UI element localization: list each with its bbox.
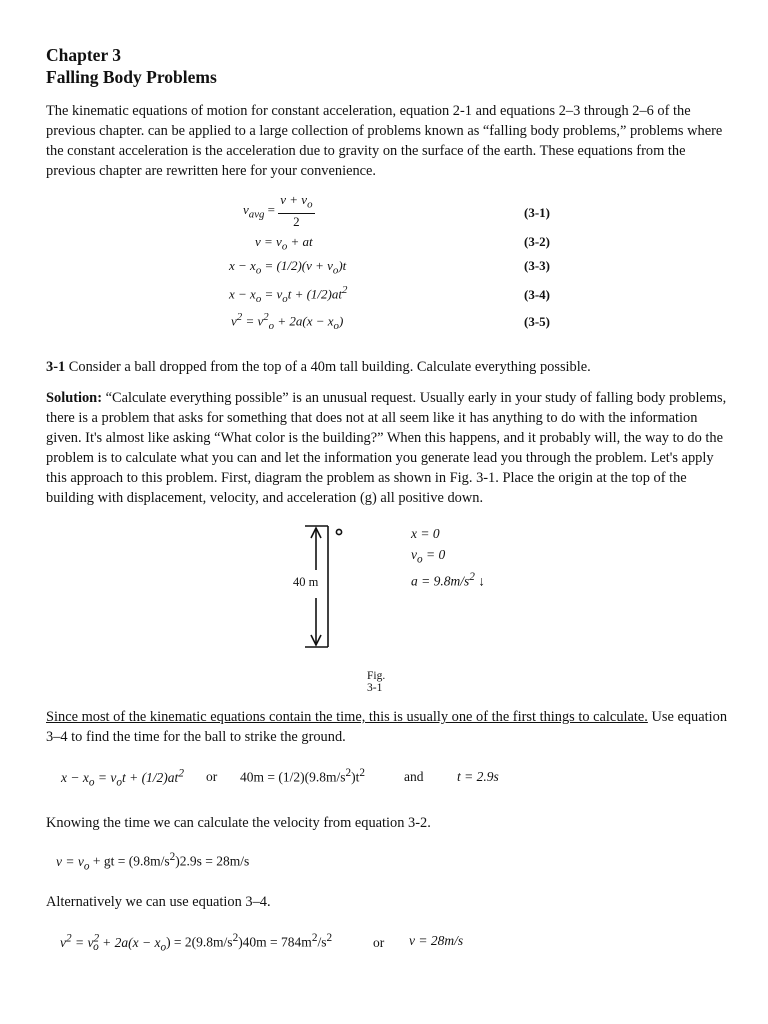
eq1-lhs: v xyxy=(243,201,249,217)
equation-number-3-2: (3-2) xyxy=(524,234,550,249)
problem-text: Consider a ball dropped from the top of a 40m tall building. Calculate everything possible. xyxy=(65,359,591,375)
equation-number-3-5: (3-5) xyxy=(524,314,550,329)
calc1-or: or xyxy=(206,769,218,784)
time-result: t = 2.9s xyxy=(457,769,499,784)
equation-number-3-3: (3-3) xyxy=(524,258,550,273)
eq1-denominator: 2 xyxy=(293,213,300,229)
time-paragraph-rest: Use equation 3–4 to find the time for the ball to strike the ground. xyxy=(46,709,728,745)
velocity-paragraph: Knowing the time we can calculate the velocity from equation 3-2. xyxy=(46,815,431,831)
alternative-paragraph: Alternatively we can use equation 3–4. xyxy=(46,894,271,910)
intro-paragraph: The kinematic equations of motion for constant acceleration, equation 2-1 and equations 2–3 through 2–6 of the previous chapter. can be applied to a large collection of problems known as “falling body problems,” problems where the constant acceleration is the acceleration due to gravity on the surface of the earth. These equations from the previous chapter are rewritten here for your convenience. xyxy=(46,103,723,179)
initial-velocity: $v_o = 0$ xyxy=(411,547,446,566)
solution-label: Solution: xyxy=(46,390,102,406)
solution-text: “Calculate everything possible” is an unusual request. Usually early in your study of falling body problems, there is a problem that asks for something that does not at all seem like it has anything to do with the information given. It's almost like asking “What color is the building?” When this happens, and it probably will, the way to do the problem is to calculate what you can and let the information you generate lead you through the problem. Let's apply this approach to this problem. First, diagram the problem as shown in Fig. 3-1. Place the origin at the top of the building with displacement, velocity, and acceleration (g) all positive down. xyxy=(46,390,727,506)
problem-label: 3-1 xyxy=(46,359,66,375)
underlined-sentence: Since most of the kinematic equations contain the time, this is usually one of the first things to calculate. xyxy=(46,709,648,725)
initial-position: x = 0 xyxy=(411,526,440,541)
equation-3-3: $x - x_o = (1/2)(v + v_o)t$ xyxy=(229,258,347,277)
time-substitution: $40m = (1/2)(9.8m/s^2)t^2$ xyxy=(240,767,365,785)
time-equation: $x - x_o = v_ot + (1/2)at^2$ xyxy=(61,767,184,789)
velocity-squared-equation: $v^2 = v^2_o + 2a(x - x_o) = 2(9.8m/s^2)40m = 784m^2/s^2$ xyxy=(60,932,333,954)
equation-number-3-4: (3-4) xyxy=(524,287,550,302)
ball xyxy=(336,529,341,534)
calc1-and: and xyxy=(404,769,424,784)
figure-caption: Fig. 3-1 xyxy=(367,670,386,694)
eq1-lhs-sub: avg xyxy=(248,208,265,221)
height-label: 40 m xyxy=(293,575,319,589)
velocity-equation: $v = v_o$ + gt = $(9.8m/s^2)2.9s = 28m/s$ xyxy=(56,851,250,873)
equation-3-5: $v^2 = v^2_o + 2a(x - x_o)$ xyxy=(231,311,344,332)
velocity-result: v = 28m/s xyxy=(409,933,464,948)
equation-3-1: $v_{avg}$ = $\frac{v + v_o}{2}$ xyxy=(243,192,313,229)
time-paragraph xyxy=(46,707,736,747)
acceleration-value: $a = 9.8m/s^2$ ↓ xyxy=(411,571,485,589)
chapter-number: Chapter 3 xyxy=(46,45,122,65)
equation-3-4: $x - x_o = v_ot + (1/2)at^2$ xyxy=(229,284,348,305)
calc3-or: or xyxy=(373,935,385,950)
equation-3-2: $v = v_o$ + at xyxy=(255,234,313,253)
eq1-numerator: $v + v_o$ xyxy=(278,192,314,214)
chapter-title: Falling Body Problems xyxy=(46,67,217,87)
equation-number-3-1: (3-1) xyxy=(524,205,550,220)
